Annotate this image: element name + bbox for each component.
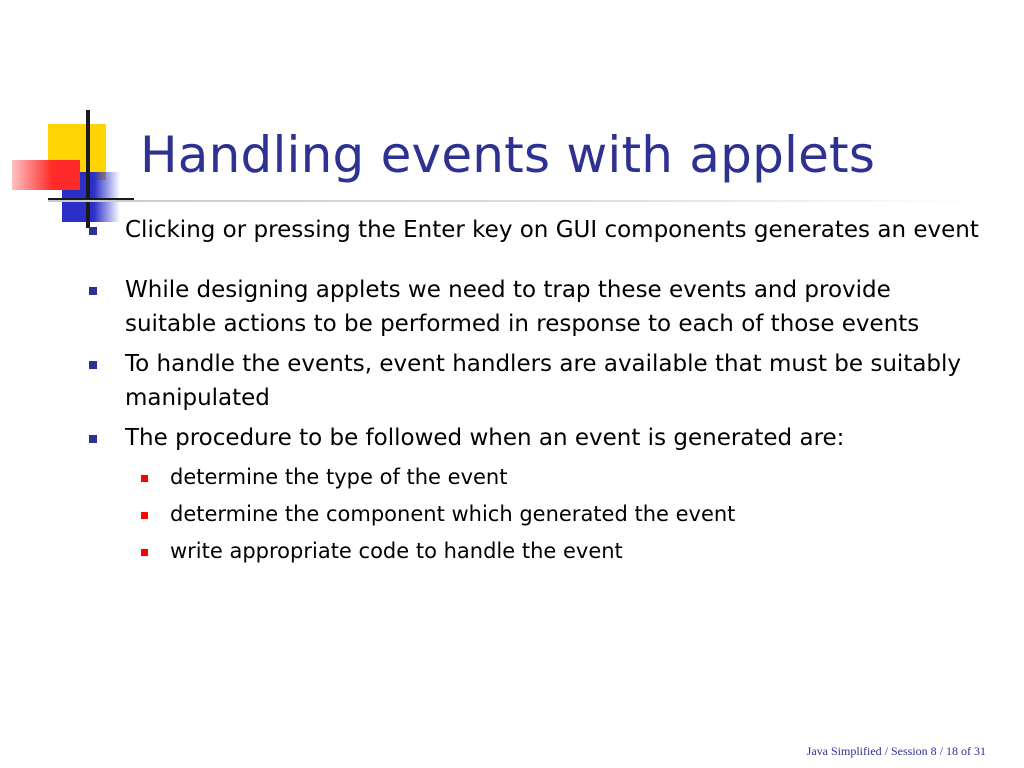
sub-bullet-item bbox=[125, 499, 986, 529]
sub-bullet-text: determine the type of the event bbox=[170, 465, 508, 489]
square-bullet-icon bbox=[89, 435, 97, 443]
slide-title: Handling events with applets bbox=[140, 126, 876, 184]
bullet-item bbox=[86, 421, 986, 455]
square-bullet-icon bbox=[89, 227, 97, 235]
red-bar-shape bbox=[12, 160, 80, 190]
bullet-text: Clicking or pressing the Enter key on GUI components generates an event bbox=[125, 217, 979, 243]
sub-bullet-text: determine the component which generated the event bbox=[170, 502, 736, 526]
bullet-text: While designing applets we need to trap these events and provide suitable actions to be performed in response to each of those events bbox=[125, 277, 920, 337]
decorative-logo-squares bbox=[0, 100, 150, 230]
bullet-item bbox=[86, 213, 986, 247]
title-divider bbox=[48, 200, 978, 202]
square-sub-bullet-icon bbox=[141, 475, 148, 482]
sub-bullet-item bbox=[125, 462, 986, 492]
vertical-line-shape bbox=[86, 110, 90, 228]
sub-bullet-text: write appropriate code to handle the event bbox=[170, 539, 623, 563]
bullet-text: The procedure to be followed when an event is generated are: bbox=[125, 425, 845, 451]
slide-footer: Java Simplified / Session 8 / 18 of 31 bbox=[806, 744, 986, 758]
square-sub-bullet-icon bbox=[141, 512, 148, 519]
square-sub-bullet-icon bbox=[141, 549, 148, 556]
square-bullet-icon bbox=[89, 287, 97, 295]
bullet-item bbox=[86, 347, 986, 415]
bullet-item bbox=[86, 273, 986, 341]
sub-bullet-item bbox=[125, 536, 986, 566]
square-bullet-icon bbox=[89, 361, 97, 369]
bullet-list bbox=[86, 213, 986, 566]
bullet-text: To handle the events, event handlers are available that must be suitably manipulated bbox=[125, 351, 962, 411]
